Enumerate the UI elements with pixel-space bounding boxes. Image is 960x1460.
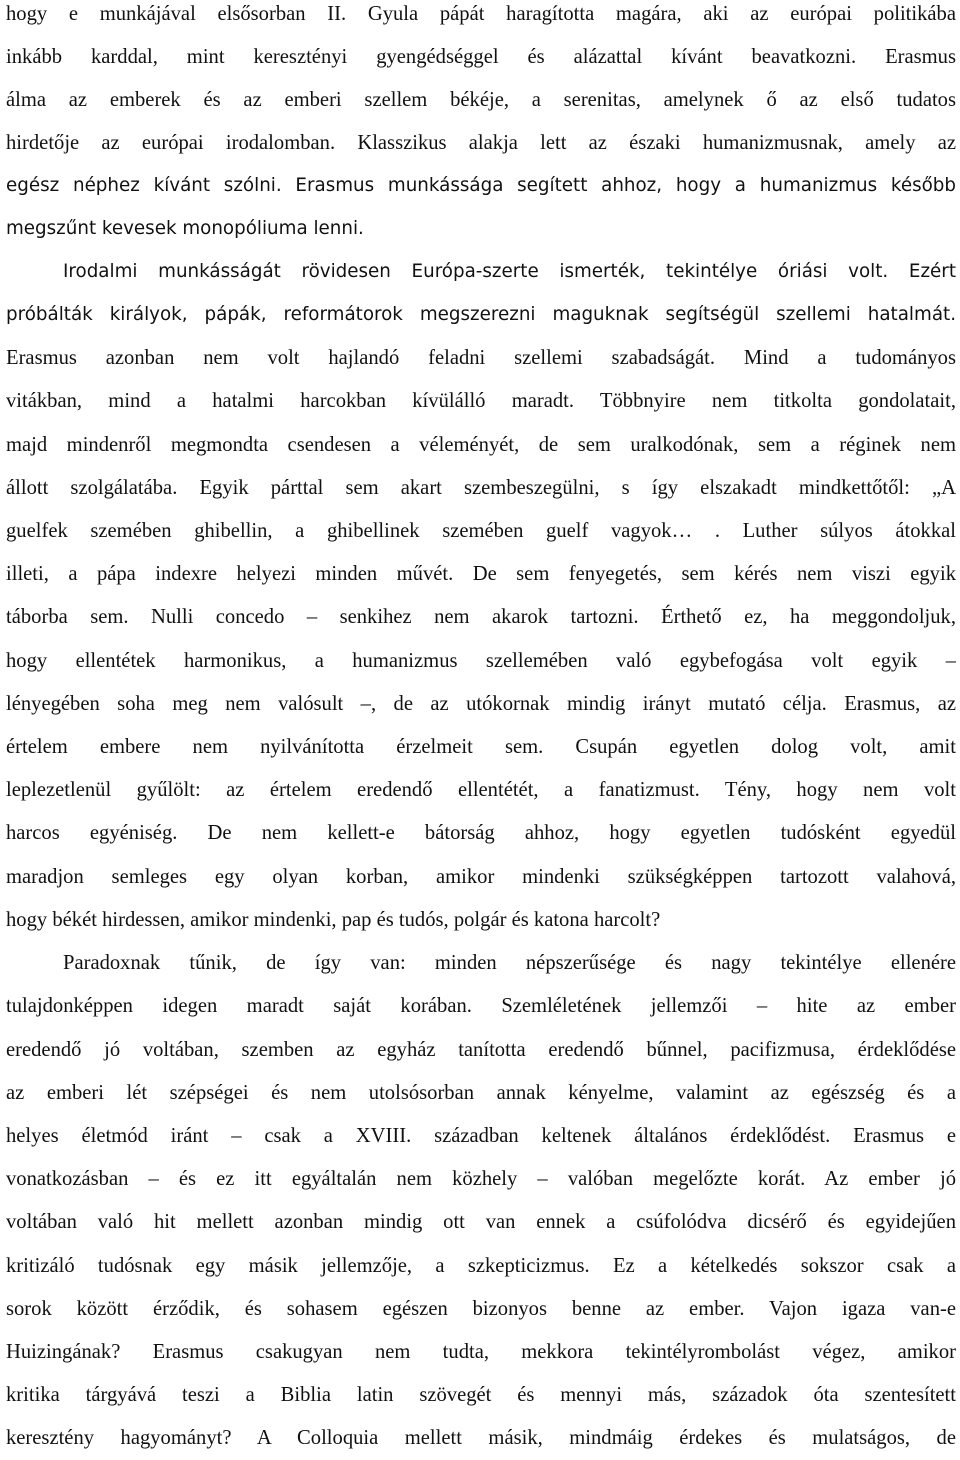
text-line: harcos egyéniség. De nem kellett-e bátorság ahhoz, hogy egyetlen tudósként egyedül bbox=[6, 822, 956, 844]
text-line: inkább karddal, mint keresztényi gyengédséggel és alázattal kívánt beavatkozni. Erasmus bbox=[6, 46, 956, 68]
text-line: Huizingának? Erasmus csakugyan nem tudta, mekkora tekintélyrombolást végez, amikor bbox=[6, 1341, 956, 1363]
text-line: állott szolgálatába. Egyik párttal sem akart szembeszegülni, s így elszakadt mindkettőtől: „A bbox=[6, 477, 956, 499]
text-line: helyes életmód iránt – csak a XVIII. században keltenek általános érdeklődést. Erasmus e bbox=[6, 1125, 956, 1147]
text-line: leplezetlenül gyűlölt: az értelem eredendő ellentétét, a fanatizmust. Tény, hogy nem volt bbox=[6, 779, 956, 801]
text-line: próbálták királyok, pápák, reformátorok megszerezni maguknak segítségül szellemi hatalmát. bbox=[6, 304, 956, 325]
text-line: hogy e munkájával elsősorban II. Gyula pápát haragította magára, aki az európai politikába bbox=[6, 3, 956, 25]
text-line: táborba sem. Nulli concedo – senkihez nem akarok tartozni. Érthető ez, ha meggondoljuk, bbox=[6, 606, 956, 628]
document-page bbox=[6, 0, 956, 1460]
text-line: majd mindenről megmondta csendesen a véleményét, de sem uralkodónak, sem a réginek nem bbox=[6, 434, 956, 456]
text-line: egész néphez kívánt szólni. Erasmus munkássága segített ahhoz, hogy a humanizmus később bbox=[6, 175, 956, 196]
text-line: vonatkozásban – és ez itt egyáltalán nem közhely – valóban megelőzte korát. Az ember jó bbox=[6, 1168, 956, 1190]
text-line: illeti, a pápa indexre helyezi minden művét. De sem fenyegetés, sem kérés nem viszi egyik bbox=[6, 563, 956, 585]
text-line: hirdetője az európai irodalomban. Klasszikus alakja lett az északi humanizmusnak, amely az bbox=[6, 132, 956, 154]
text-line: kritika tárgyává teszi a Biblia latin szövegét és mennyi más, századok óta szentesített bbox=[6, 1384, 956, 1406]
text-line: megszűnt kevesek monopóliuma lenni. bbox=[6, 218, 364, 239]
text-line: az emberi lét szépségei és nem utolsósorban annak kényelme, valamint az egészség és a bbox=[6, 1082, 956, 1104]
text-line: vitákban, mind a hatalmi harcokban kívülálló maradt. Többnyire nem titkolta gondolatait, bbox=[6, 390, 956, 412]
text-line: hogy békét hirdessen, amikor mindenki, pap és tudós, polgár és katona harcolt? bbox=[6, 909, 661, 931]
text-line: lényegében soha meg nem valósult –, de az utókornak mindig irányt mutató célja. Erasmus, az bbox=[6, 693, 956, 715]
text-line: kritizáló tudósnak egy másik jellemzője, a szkepticizmus. Ez a kételkedés sokszor csak a bbox=[6, 1255, 956, 1277]
text-line: Irodalmi munkásságát rövidesen Európa-szerte ismerték, tekintélye óriási volt. Ezért bbox=[63, 261, 956, 282]
text-line: eredendő jó voltában, szemben az egyház tanította eredendő bűnnel, pacifizmusa, érdeklődése bbox=[6, 1039, 956, 1061]
text-line: sorok között érződik, és sohasem egészen bizonyos benne az ember. Vajon igaza van-e bbox=[6, 1298, 956, 1320]
text-line: maradjon semleges egy olyan korban, amikor mindenki szükségképpen tartozott valahová, bbox=[6, 866, 956, 888]
text-line: guelfek szemében ghibellin, a ghibellinek szemében guelf vagyok… . Luther súlyos átokkal bbox=[6, 520, 956, 542]
text-line: Paradoxnak tűnik, de így van: minden népszerűsége és nagy tekintélye ellenére bbox=[63, 952, 956, 974]
text-line: Erasmus azonban nem volt hajlandó feladni szellemi szabadságát. Mind a tudományos bbox=[6, 347, 956, 369]
text-line: hogy ellentétek harmonikus, a humanizmus szellemében való egybefogása volt egyik – bbox=[6, 650, 956, 672]
text-line: értelem embere nem nyilvánította érzelmeit sem. Csupán egyetlen dolog volt, amit bbox=[6, 736, 956, 758]
text-line: álma az emberek és az emberi szellem békéje, a serenitas, amelynek ő az első tudatos bbox=[6, 89, 956, 111]
text-line: keresztény hagyományt? A Colloquia mellett másik, mindmáig érdekes és mulatságos, de bbox=[6, 1427, 956, 1449]
text-line: tulajdonképpen idegen maradt saját korában. Szemléletének jellemzői – hite az ember bbox=[6, 995, 956, 1017]
text-line: voltában való hit mellett azonban mindig ott van ennek a csúfolódva dicsérő és egyidejűen bbox=[6, 1211, 956, 1233]
